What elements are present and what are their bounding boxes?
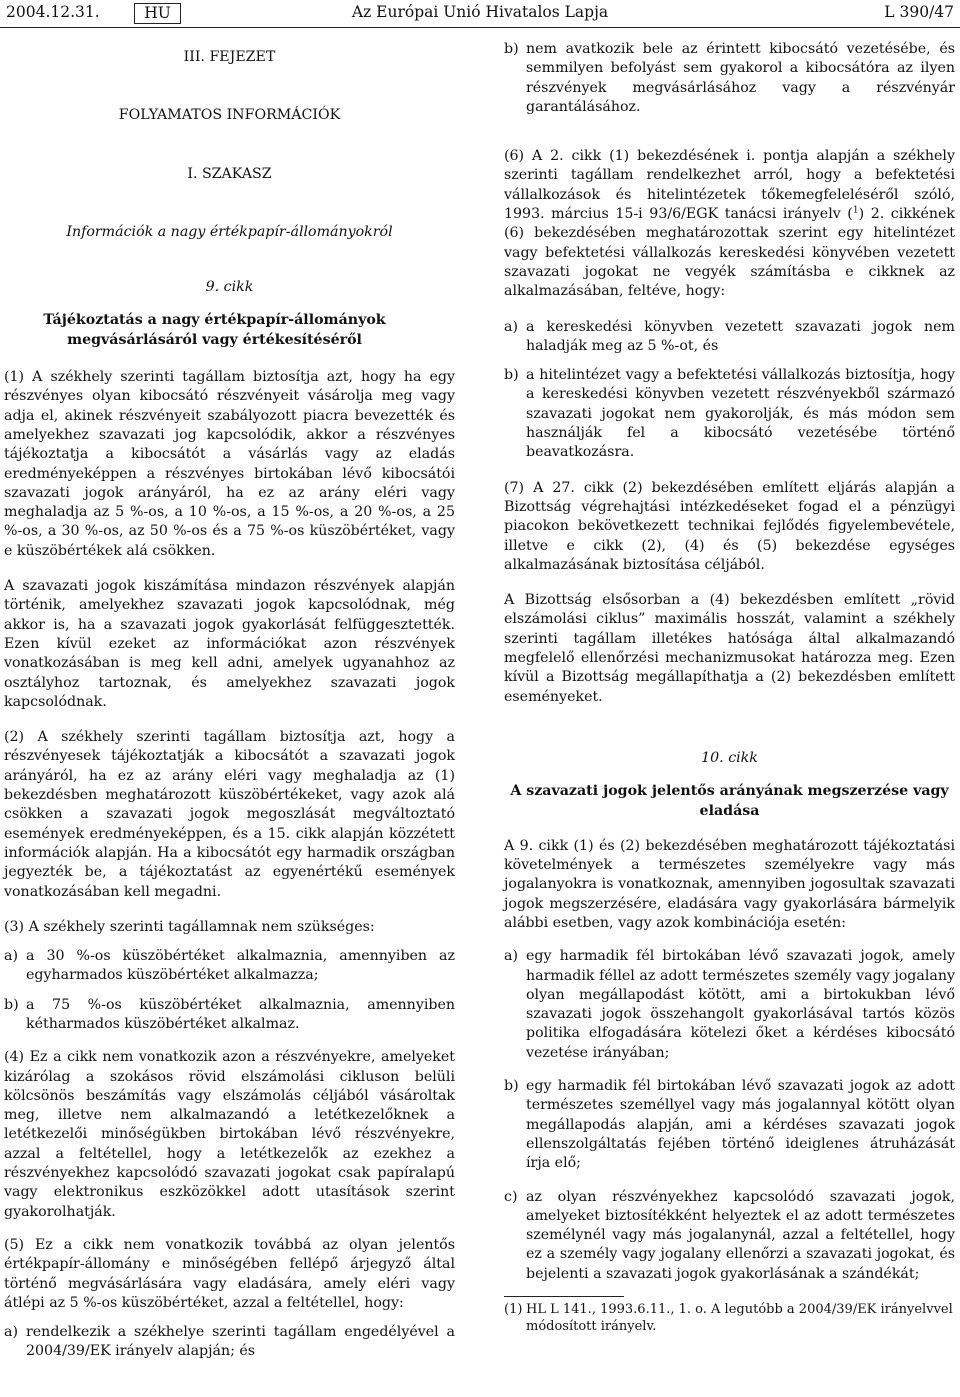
article-number: 10. cikk [701, 749, 758, 766]
page-number: L 390/47 [884, 3, 954, 21]
article-title: A szavazati jogok jelentős arányának megszerzése vagy eladása [510, 783, 949, 819]
section-number: I. SZAKASZ [187, 165, 272, 182]
paragraph-1: (1) A székhely szerinti tagállam biztosítja azt, hogy ha egy részvényes olyan kibocsátó részvényeit vásárolja meg vagy adja el, akinek részvényeit szabályozott piacra bevezették és amelyekhez szavazati jog kapcsolódik, akkor a részvényes tájékoztatja a kibocsátót a vásárlás vagy az eladás eredményeképpen a részvényes birtokában lévő kibocsátói szavazati jogok arányáról, ha ez az arány eléri vagy meghaladja az 5 %-os, a 10 %-os, a 15 %-os, a 20 %-os, a 25 %-os, a 30 %-os, az 50 %-os és a 75 %-os küszöbértéket, vagy e küszöbértékek alá csökken. [4, 369, 455, 559]
left-column [4, 40, 455, 1362]
list-item: a) a kereskedési könyvben vezetett szavazati jogok nem haladják meg az 5 %-ot, és [504, 318, 955, 354]
paragraph-4: (4) Ez a cikk nem vonatkozik azon a részvényekre, amelyeket kizárólag a szokásos rövid elszámolási cikluson belüli kölcsönös beszámítás vagy elszámolás céljából vásároltak meg, illetve nem alkalmazandó a letétkezelőknek a letétkezelői minőségükben birtokában lévő részvényekre, azzal a feltétellel, hogy a letétkezelők az ezekhez a részvényekhez kapcsolódó szavazati jogokat csak papíralapú vagy elektronikus eszközökkel adott utasítások szerint gyakorolhatják. [4, 1049, 455, 1220]
list-item: b) egy harmadik fél birtokában lévő szavazati jogok az adott természetes személlyel vagy más jogalannyal kötött olyan megállapodás alapján, ami a kérdéses szavazati jogok ellenszolgáltatás fejében történő ideiglenes átruházását írja elő; [504, 1078, 955, 1172]
paragraph-article-10: A 9. cikk (1) és (2) bekezdésében meghatározott tájékoztatási követelmények a természetes személyekre vagy más jogalanyokra is vonatkoznak, amennyiben jogosultak szavazati jogok megszerzésére, eladására vagy gyakorlására bármelyik alábbi esetben, vagy azok kombinációja esetén: [504, 837, 955, 931]
article-title: Tájékoztatás a nagy értékpapír-állományok megvásárlásáról vagy értékesítéséről [43, 312, 386, 348]
footnote: (1) HL L 141., 1993.6.11., 1. o. A legutóbb a 2004/39/EK irányelvvel módosított irányelv. [504, 1302, 953, 1335]
list-item: a) a 30 %-os küszöbértéket alkalmaznia, amennyiben az egyharmados küszöbértéket alkalmazza; [4, 948, 455, 984]
journal-title: Az Európai Unió Hivatalos Lapja [351, 3, 609, 21]
paragraph-3: (3) A székhely szerinti tagállamnak nem szükséges: [4, 918, 375, 935]
list-item: a) rendelkezik a székhelye szerinti tagállam engedélyével a 2004/39/EK irányelv alapján; és [4, 1324, 455, 1360]
paragraph-2: (2) A székhely szerinti tagállam biztosítja azt, hogy a részvényesek tájékoztatják a kibocsátót a szavazati jogok arányáról, ha ez az arány eléri vagy meghaladja az (1) bekezdésben meghatározott küszöbértékeket, vagy azok alá csökken a szavazati jogok megoszlását megváltoztató események eredményeképpen, és a 15. cikk alapján közzétett információk alapján. Ha a kibocsátót egy harmadik országban jegyezték be, a tájékoztatást az egyenértékű események vonatkozásában kell megadni. [4, 729, 455, 900]
footnote-ref[interactable]: 1 [852, 205, 859, 216]
paragraph-6: (6) A 2. cikk (1) bekezdésének i. pontja alapján a székhely szerinti tagállam rendelkezhet arról, hogy a befektetési vállalkozások és hitelintézetek tőkemegfeleléséről szóló, 1993. március 15-i 93/6/EGK tanácsi irányelv ($^1$) 2. cikkének (6) bekezdésében meghatározottak szerint egy hitelintézet vagy befektetési vállalkozás kereskedési könyvében vezetett szavazati jogokat ne vegyék számításba e cikknek az alkalmazásában, feltéve, hogy: [504, 148, 955, 300]
paragraph-7-cont: A Bizottság elsősorban a (4) bekezdésben említett „rövid elszámolási ciklus” maximális hosszát, valamint a székhely szerinti tagállam illetékes hatósága által alkalmazandó megfelelő ellenőrzési mechanizmusokat határozza meg. Ezen kívül a Bizottság megállapíthatja a (2) bekezdésben említett eseményeket. [504, 592, 955, 705]
list-item: b) a hitelintézet vagy a befektetési vállalkozás biztosítja, hogy a kereskedési könyvben vezetett részvényekből származó szavazati jogokat nem gyakorolják, és más módon sem használják fel a kibocsátó vezetésébe történő beavatkozásra. [504, 367, 955, 461]
language-badge: HU [134, 3, 181, 24]
paragraph-5: (5) Ez a cikk nem vonatkozik továbbá az olyan jelentős értékpapír-állomány e minőségében fellépő árjegyző által történő megvásárlására vagy eladására, amely eléri vagy átlépi az 5 %-os küszöbértéket, azzal a feltétellel, hogy: [4, 1236, 455, 1311]
header-date: 2004.12.31. [6, 3, 100, 21]
section-title: Információk a nagy értékpapír-állományokról [66, 223, 393, 240]
right-column [504, 40, 955, 1335]
chapter-title: FOLYAMATOS INFORMÁCIÓK [118, 107, 341, 124]
article-number: 9. cikk [205, 279, 254, 296]
paragraph-1-cont: A szavazati jogok kiszámítása mindazon részvények alapján történik, amelyekhez szavazati jogok kapcsolódnak, még akkor is, ha a szavazati jogok gyakorlását felfüggesztették. Ezen kívül ezeket az információkat azon részvények vonatkozásában is meg kell adni, amelyek ugyanahhoz az osztályhoz tartoznak, és amelyekhez szavazati jogok kapcsolódnak. [4, 578, 455, 710]
chapter-number: III. FEJEZET [183, 49, 276, 65]
page-header [0, 0, 960, 28]
list-item: c) az olyan részvényekhez kapcsolódó szavazati jogok, amelyeket biztosítékként helyeztek el az adott természetes személynél vagy más jogalanynál, azzal a feltétellel, hogy ez a személy vagy jogalany ellenőrzi a szavazati jogokat, és bejelenti a szavazati jogok gyakorlásának a szándékát; [504, 1188, 955, 1282]
paragraph-7: (7) A 27. cikk (2) bekezdésében említett eljárás alapján a Bizottság végrehajtási intézkedéseket fogad el a pénzügyi piacokon bekövetkezett technikai fejlődés figyelembevétele, illetve e cikk (2), (4) és (5) bekezdése egységes alkalmazásának biztosítása céljából. [504, 479, 955, 573]
list-item: b) a 75 %-os küszöbértéket alkalmaznia, amennyiben kétharmados küszöbértéket alkalmaz. [4, 996, 455, 1032]
list-item: a) egy harmadik fél birtokában lévő szavazati jogok, amely harmadik féllel az adott természetes személy vagy jogalany olyan megállapodást kötött, ami a birtokukban lévő szavazati jogok összehangolt gyakorlásával tartós közös politika elfogadására kötelezi őket a kérdéses kibocsátó vezetése irányában; [504, 948, 955, 1061]
footnote-divider [504, 1296, 624, 1297]
list-item: b) nem avatkozik bele az érintett kibocsátó vezetésébe, és semmilyen befolyást sem gyakorol a kibocsátóra az ilyen részvények megvásárlásához vagy a részvényár garantálásához. [504, 41, 955, 115]
